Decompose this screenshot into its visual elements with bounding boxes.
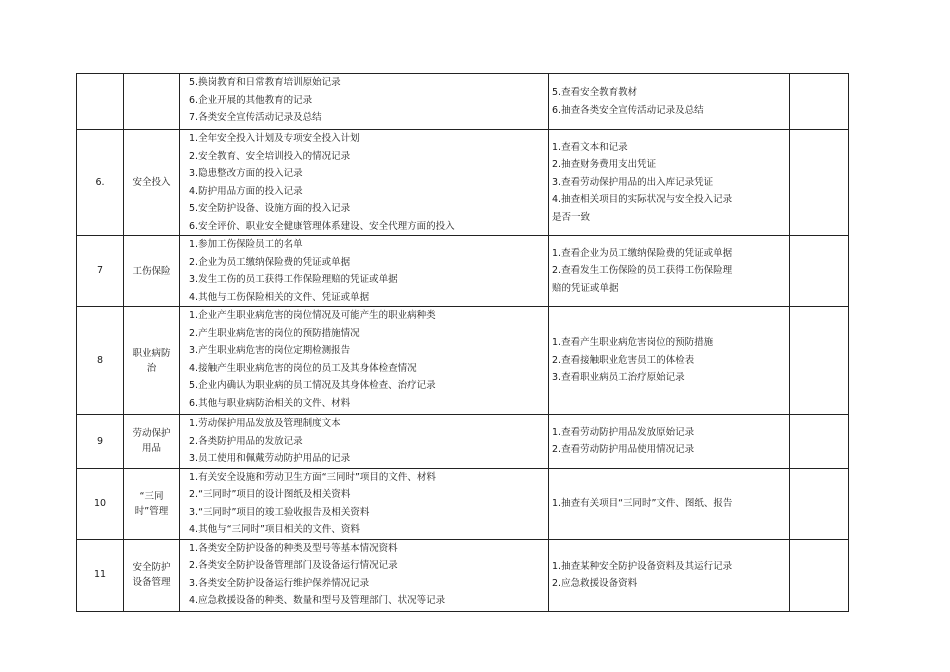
remarks-cell xyxy=(790,468,849,539)
check-method-item: 1.查看产生职业病危害岗位的预防措施 xyxy=(552,337,714,349)
row-category xyxy=(124,307,180,415)
material-list xyxy=(180,130,549,236)
inspection-table xyxy=(76,73,849,612)
category-line: 安全投入 xyxy=(132,177,171,188)
material-item: 3.员工使用和佩戴劳动防护用品的记录 xyxy=(189,453,351,464)
table-row xyxy=(77,307,849,415)
material-item: 3.各类安全防护设备运行维护保养情况记录 xyxy=(189,577,370,589)
material-item: 3.产生职业病危害的岗位定期检测报告 xyxy=(189,345,351,356)
table-row xyxy=(77,468,849,539)
material-item: 3.隐患整改方面的投入记录 xyxy=(189,168,303,179)
material-item: 7.各类安全宣传活动记录及总结 xyxy=(189,112,322,123)
category-line: “三同 xyxy=(139,490,164,502)
material-item: 4.其他与“三同时”项目相关的文件、资料 xyxy=(189,524,360,535)
table-row xyxy=(77,415,849,469)
material-item: 4.其他与工伤保险相关的文件、凭证或单据 xyxy=(189,291,370,303)
check-method-item: 5.查看安全教育教材 xyxy=(552,87,638,98)
material-list xyxy=(180,539,549,611)
table-row xyxy=(77,539,849,611)
category-line: 工伤保险 xyxy=(132,265,171,277)
check-method-item: 1.抽查某种安全防护设备资料及其运行记录 xyxy=(552,560,733,572)
material-list xyxy=(180,307,549,415)
remarks-cell xyxy=(790,74,849,130)
row-number: 11 xyxy=(77,539,124,611)
row-number: 6. xyxy=(77,130,124,236)
row-category xyxy=(124,236,180,307)
material-item: 4.接触产生职业病危害的岗位的员工及其身体检查情况 xyxy=(189,362,417,374)
check-method-item: 4.抽查相关项目的实际状况与安全投入记录 xyxy=(552,194,733,206)
material-item: 4.应急救援设备的种类、数量和型号及管理部门、状况等记录 xyxy=(189,595,446,606)
material-item: 5.企业内确认为职业病的员工情况及其身体检查、治疗记录 xyxy=(189,380,436,391)
row-number xyxy=(77,74,124,130)
material-item: 2.产生职业病危害的岗位的预防措施情况 xyxy=(189,327,360,339)
row-number: 9 xyxy=(77,415,124,469)
material-item: 2.企业为员工缴纳保险费的凭证或单据 xyxy=(189,256,351,268)
check-method-list xyxy=(549,130,790,236)
material-item: 6.安全评价、职业安全健康管理体系建设、安全代理方面的投入 xyxy=(189,220,455,232)
check-method-list xyxy=(549,74,790,130)
check-method-item: 1.查看劳动防护用品发放原始记录 xyxy=(552,426,695,438)
row-category xyxy=(124,415,180,469)
category-line: 用品 xyxy=(141,443,161,455)
category-line: 时”管理 xyxy=(134,505,169,517)
row-category xyxy=(124,130,180,236)
row-category xyxy=(124,74,180,130)
table-body xyxy=(77,74,849,612)
material-item: 1.企业产生职业病危害的岗位情况及可能产生的职业病种类 xyxy=(189,310,436,321)
table-row xyxy=(77,74,849,130)
remarks-cell xyxy=(790,130,849,236)
category-line: 设备管理 xyxy=(132,577,171,588)
check-method-item: 1.抽查有关项目“三同时”文件、图纸、报告 xyxy=(552,497,733,509)
material-item: 1.参加工伤保险员工的名单 xyxy=(189,239,303,250)
material-item: 2.各类防护用品的发放记录 xyxy=(189,435,303,447)
category-line: 职业病防 xyxy=(132,347,171,359)
check-method-item: 2.查看接触职业危害员工的体检表 xyxy=(552,354,695,366)
check-method-list xyxy=(549,468,790,539)
row-number: 10 xyxy=(77,468,124,539)
material-item: 1.有关安全设施和劳动卫生方面“三同时”项目的文件、材料 xyxy=(189,471,436,483)
remarks-cell xyxy=(790,539,849,611)
material-item: 1.劳动保护用品发放及管理制度文本 xyxy=(189,418,341,429)
material-item: 1.全年安全投入计划及专项安全投入计划 xyxy=(189,133,360,144)
check-method-item: 1.查看文本和记录 xyxy=(552,141,628,153)
material-item: 2.安全教育、安全培训投入的情况记录 xyxy=(189,150,351,162)
check-method-item: 赔的凭证或单据 xyxy=(552,282,619,294)
check-method-item: 2.查看发生工伤保险的员工获得工伤保险理 xyxy=(552,265,733,277)
check-method-item: 1.查看企业为员工缴纳保险费的凭证或单据 xyxy=(552,247,733,259)
check-method-list xyxy=(549,415,790,469)
row-category xyxy=(124,468,180,539)
material-list xyxy=(180,468,549,539)
check-method-list xyxy=(549,539,790,611)
material-item: 3.发生工伤的员工获得工作保险理赔的凭证或单据 xyxy=(189,274,398,285)
material-item: 5.换岗教育和日常教育培训原始记录 xyxy=(189,77,341,88)
check-method-list xyxy=(549,307,790,415)
table-row xyxy=(77,236,849,307)
category-line: 安全防护 xyxy=(132,562,171,573)
check-method-item: 3.查看职业病员工治疗原始记录 xyxy=(552,372,685,384)
check-method-item: 2.抽查财务费用支出凭证 xyxy=(552,159,657,171)
check-method-item: 6.抽查各类安全宣传活动记录及总结 xyxy=(552,104,704,116)
remarks-cell xyxy=(790,236,849,307)
material-item: 6.其他与职业病防治相关的文件、材料 xyxy=(189,397,351,409)
check-method-item: 2.应急救援设备资料 xyxy=(552,578,638,589)
material-item: 4.防护用品方面的投入记录 xyxy=(189,185,303,197)
material-item: 2.“三同时”项目的设计图纸及相关资料 xyxy=(189,489,351,500)
material-item: 3.“三同时”项目的竣工验收报告及相关资料 xyxy=(189,506,370,518)
material-item: 1.各类安全防护设备的种类及型号等基本情况资料 xyxy=(189,542,398,554)
check-method-item: 是否一致 xyxy=(552,211,591,223)
row-number: 8 xyxy=(77,307,124,415)
category-line: 治 xyxy=(146,362,157,374)
check-method-item: 2.查看劳动防护用品使用情况记录 xyxy=(552,444,695,456)
material-list xyxy=(180,74,549,130)
material-item: 5.安全防护设备、设施方面的投入记录 xyxy=(189,203,351,214)
table-row xyxy=(77,130,849,236)
row-category xyxy=(124,539,180,611)
remarks-cell xyxy=(790,415,849,469)
row-number: 7 xyxy=(77,236,124,307)
material-item: 6.企业开展的其他教育的记录 xyxy=(189,94,313,106)
check-method-item: 3.查看劳动保护用品的出入库记录凭证 xyxy=(552,176,714,188)
material-item: 2.各类安全防护设备管理部门及设备运行情况记录 xyxy=(189,560,398,571)
material-list xyxy=(180,415,549,469)
check-method-list xyxy=(549,236,790,307)
remarks-cell xyxy=(790,307,849,415)
category-line: 劳动保护 xyxy=(132,428,171,440)
material-list xyxy=(180,236,549,307)
